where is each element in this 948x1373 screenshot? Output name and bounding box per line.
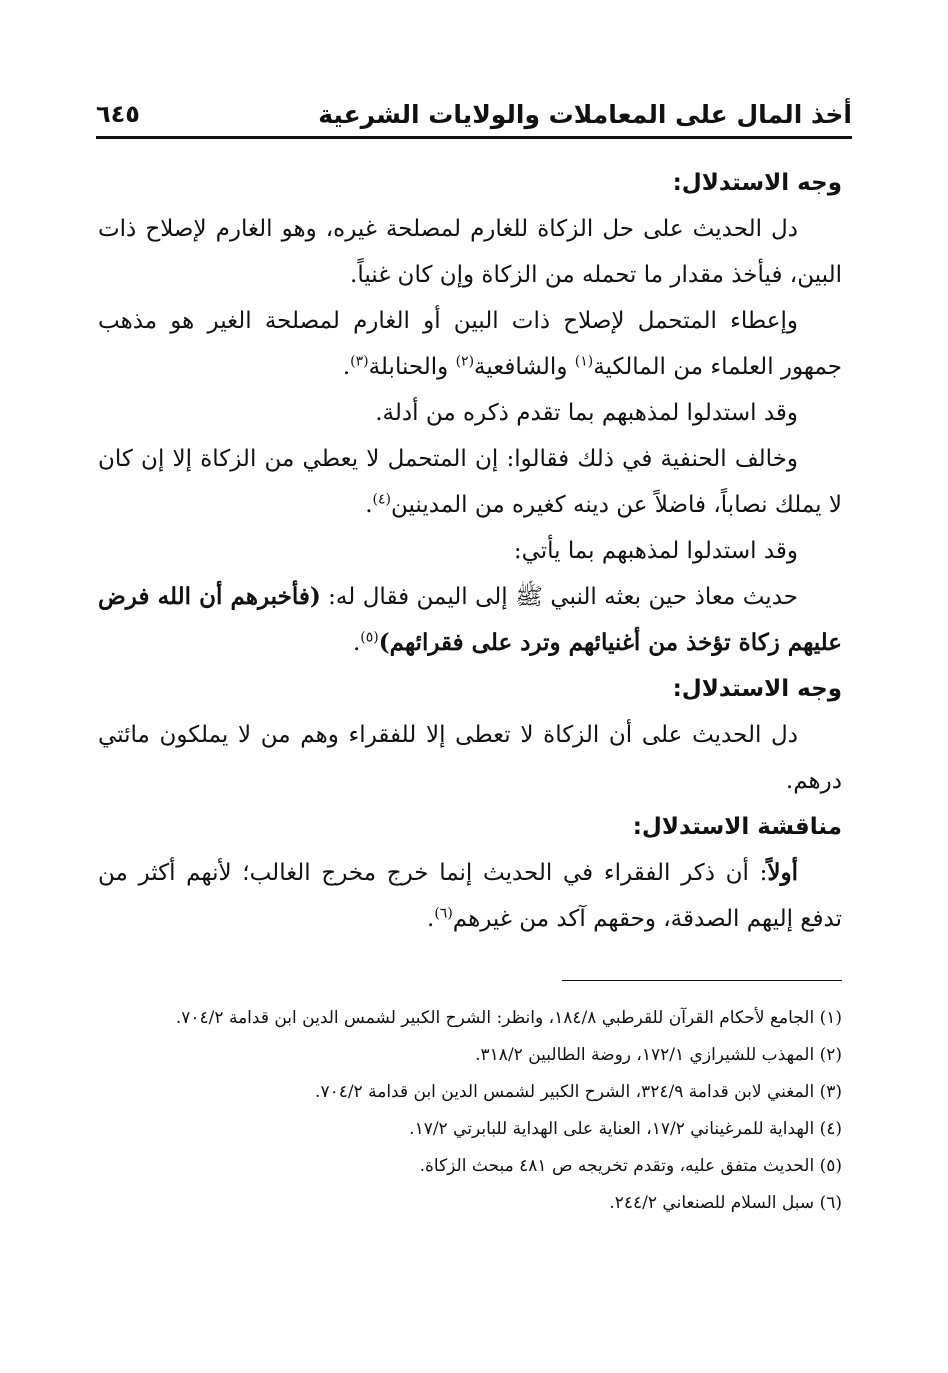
footnote-divider xyxy=(562,980,842,981)
paragraph xyxy=(98,574,842,666)
page-number: ٦٤٥ xyxy=(96,100,140,128)
footnote-ref: (٣) xyxy=(350,353,369,370)
section-heading: وجه الاستدلال: xyxy=(672,676,842,702)
page-header xyxy=(96,92,852,139)
footnote-ref: (٦) xyxy=(434,905,453,922)
footnote: (٣) المغني لابن قدامة ٣٢٤/٩، الشرح الكبير لشمس الدين ابن قدامة ٧٠٤/٢. xyxy=(315,1082,842,1102)
hadith-quote: (فأخبرهم أن الله فرض عليهم زكاة تؤخذ من أغنيائهم وترد على فقرائهم) xyxy=(98,583,842,656)
paragraph: وقد استدلوا لمذهبهم بما يأتي: xyxy=(513,538,798,564)
paragraph-text: حديث معاذ حين بعثه النبي ﷺ إلى اليمن فقال له: xyxy=(320,584,798,610)
footnote: (٥) الحديث متفق عليه، وتقدم تخريجه ص ٤٨١ مبحث الزكاة. xyxy=(419,1156,842,1176)
paragraph-text: : أن ذكر الفقراء في الحديث إنما خرج مخرج الغالب؛ لأنهم أكثر من تدفع إليهم الصدقة، وحقهم آكد من غيرهم xyxy=(98,860,842,932)
main-text xyxy=(98,160,842,942)
paragraph-text: . xyxy=(342,354,351,380)
footnote: (٤) الهداية للمرغيناني ١٧/٢، العناية على الهداية للبابرتي ١٧/٢. xyxy=(409,1119,842,1139)
section-heading: مناقشة الاستدلال: xyxy=(632,814,842,840)
paragraph-text: . xyxy=(427,906,435,932)
paragraph: دل الحديث على حل الزكاة للغارم لمصلحة غيره، وهو الغارم لإصلاح ذات البين، فيأخذ مقدار ما تحمله من الزكاة وإن كان غنياً. xyxy=(98,216,842,288)
paragraph-text: . xyxy=(365,492,373,518)
footnote: (٢) المهذب للشيرازي ١٧٢/١، روضة الطالبين ٣١٨/٢. xyxy=(475,1045,842,1065)
paragraph: دل الحديث على أن الزكاة لا تعطى إلا للفقراء وهم من لا يملكون مائتي درهم. xyxy=(98,722,842,794)
footnotes xyxy=(98,1000,842,1222)
footnote: (١) الجامع لأحكام القرآن للقرطبي ١٨٤/٨، وانظر: الشرح الكبير لشمس الدين ابن قدامة ٧٠٤/٢. xyxy=(175,1008,842,1028)
running-title: أخذ المال على المعاملات والولايات الشرعية xyxy=(318,99,852,129)
paragraph-text: وإعطاء المتحمل لإصلاح ذات البين أو الغارم لمصلحة الغير هو مذهب جمهور العلماء من المالكية xyxy=(98,308,842,380)
paragraph-text: والشافعية xyxy=(474,354,575,380)
paragraph xyxy=(98,436,842,528)
footnote: (٦) سبل السلام للصنعاني ٢٤٤/٢. xyxy=(609,1193,842,1213)
paragraph xyxy=(98,298,842,390)
paragraph: وقد استدلوا لمذهبهم بما تقدم ذكره من أدلة. xyxy=(375,400,798,426)
section-heading: وجه الاستدلال: xyxy=(672,170,842,196)
footnote-ref: (٥) xyxy=(360,629,379,646)
paragraph-lead: أولاً xyxy=(767,859,798,886)
footnote-ref: (٢) xyxy=(455,353,475,370)
footnote-ref: (١) xyxy=(574,353,594,370)
paragraph-text: والحنابلة xyxy=(368,354,456,380)
paragraph xyxy=(98,850,842,942)
paragraph-text: . xyxy=(352,630,361,656)
footnote-ref: (٤) xyxy=(372,491,391,508)
paragraph-text: وخالف الحنفية في ذلك فقالوا: إن المتحمل لا يعطي من الزكاة إلا إن كان لا يملك نصاباً، فاضلاً عن دينه كغيره من المدينين xyxy=(98,446,842,518)
